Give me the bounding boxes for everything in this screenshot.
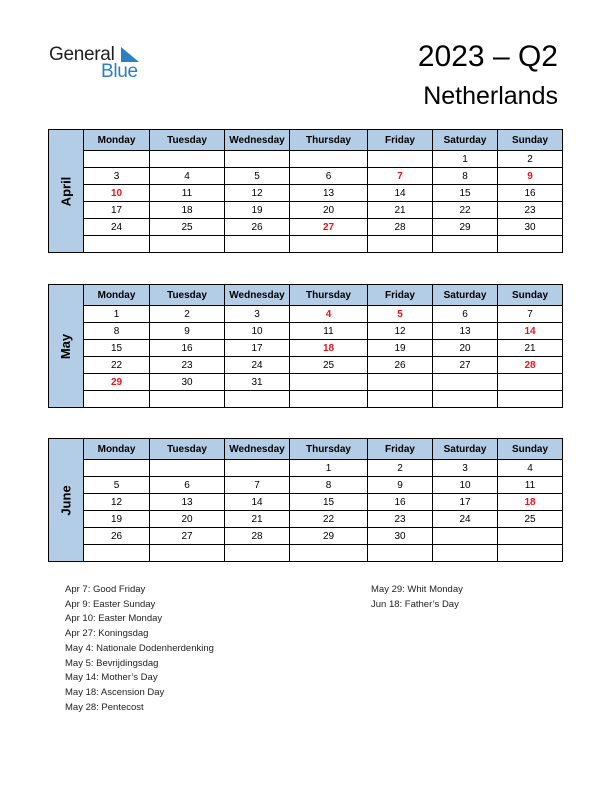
day-cell: 11 [498, 477, 563, 494]
logo-word-general: General [49, 44, 115, 65]
day-cell [84, 391, 150, 408]
day-cell: 9 [498, 168, 563, 185]
day-cell: 14 [498, 323, 563, 340]
day-cell [84, 460, 150, 477]
holiday-note: May 29: Whit Monday [371, 584, 463, 595]
day-cell: 18 [498, 494, 563, 511]
day-cell: 27 [433, 357, 498, 374]
day-cell: 13 [433, 323, 498, 340]
holiday-note: May 4: Nationale Dodenherdenking [65, 642, 214, 654]
weekday-header: Friday [368, 439, 433, 460]
day-cell: 29 [433, 219, 498, 236]
day-cell: 23 [368, 511, 433, 528]
day-cell: 17 [84, 202, 150, 219]
day-cell [433, 391, 498, 408]
day-cell: 23 [150, 357, 225, 374]
day-cell: 19 [368, 340, 433, 357]
day-cell: 9 [368, 477, 433, 494]
day-cell: 5 [368, 306, 433, 323]
holiday-note: May 28: Pentecost [65, 701, 144, 713]
day-cell [433, 374, 498, 391]
week-row [49, 219, 563, 236]
month-table-june [48, 438, 563, 562]
day-cell: 7 [498, 306, 563, 323]
day-cell: 28 [225, 528, 290, 545]
logo-word-blue: Blue [101, 61, 138, 82]
day-cell [225, 236, 290, 253]
day-cell: 14 [368, 185, 433, 202]
weekday-header: Thursday [290, 285, 368, 306]
weekday-header: Friday [368, 130, 433, 151]
weekday-header: Saturday [433, 130, 498, 151]
month-label [49, 285, 84, 408]
day-cell: 22 [433, 202, 498, 219]
week-row [49, 494, 563, 511]
day-cell: 16 [150, 340, 225, 357]
day-cell: 22 [290, 511, 368, 528]
day-cell: 11 [290, 323, 368, 340]
weekday-header: Thursday [290, 130, 368, 151]
month-name: June [58, 484, 74, 516]
day-cell: 18 [290, 340, 368, 357]
day-cell [150, 151, 225, 168]
weekday-header: Thursday [290, 439, 368, 460]
day-cell: 19 [84, 511, 150, 528]
day-cell: 7 [368, 168, 433, 185]
day-cell: 6 [433, 306, 498, 323]
day-cell: 10 [225, 323, 290, 340]
week-row [49, 306, 563, 323]
day-cell: 19 [225, 202, 290, 219]
day-cell: 4 [290, 306, 368, 323]
weekday-header: Sunday [498, 130, 563, 151]
holiday-note: May 18: Ascension Day [65, 686, 165, 698]
month-table-may [48, 284, 563, 408]
holiday-note: Apr 27: Koningsdag [65, 628, 149, 640]
weekday-header: Wednesday [225, 439, 290, 460]
holiday-note: Apr 9: Easter Sunday [65, 598, 156, 610]
week-row [49, 202, 563, 219]
day-cell [150, 391, 225, 408]
day-cell: 14 [225, 494, 290, 511]
day-cell: 5 [84, 477, 150, 494]
day-cell: 2 [368, 460, 433, 477]
day-cell: 24 [84, 219, 150, 236]
holiday-note: May 5: Bevrijdingsdag [65, 657, 159, 669]
week-row [49, 511, 563, 528]
day-cell [150, 545, 225, 562]
weekday-header: Saturday [433, 439, 498, 460]
holiday-note: Apr 10: Easter Monday [65, 613, 163, 625]
week-row [49, 168, 563, 185]
week-row [49, 391, 563, 408]
day-cell: 11 [150, 185, 225, 202]
day-cell: 12 [84, 494, 150, 511]
holiday-note: May 14: Mother’s Day [65, 672, 158, 684]
day-cell: 4 [498, 460, 563, 477]
weekday-header: Sunday [498, 285, 563, 306]
day-cell: 3 [225, 306, 290, 323]
day-cell [368, 374, 433, 391]
day-cell: 9 [150, 323, 225, 340]
day-cell: 17 [433, 494, 498, 511]
day-cell: 28 [368, 219, 433, 236]
day-cell: 24 [225, 357, 290, 374]
day-cell [368, 151, 433, 168]
week-row [49, 528, 563, 545]
day-cell [498, 391, 563, 408]
day-cell: 1 [433, 151, 498, 168]
day-cell: 15 [433, 185, 498, 202]
month-label [49, 130, 84, 253]
day-cell: 5 [225, 168, 290, 185]
day-cell: 25 [290, 357, 368, 374]
day-cell: 12 [225, 185, 290, 202]
weekday-header: Monday [84, 285, 150, 306]
day-cell [498, 236, 563, 253]
day-cell: 30 [150, 374, 225, 391]
weekday-header: Wednesday [225, 285, 290, 306]
day-cell: 2 [150, 306, 225, 323]
day-cell [368, 391, 433, 408]
weekday-header: Sunday [498, 439, 563, 460]
day-cell: 30 [368, 528, 433, 545]
day-cell: 26 [368, 357, 433, 374]
holiday-note: Apr 7: Good Friday [65, 584, 146, 595]
day-cell [498, 528, 563, 545]
day-cell [84, 236, 150, 253]
week-row [49, 236, 563, 253]
day-cell [368, 545, 433, 562]
day-cell: 26 [225, 219, 290, 236]
day-cell: 8 [433, 168, 498, 185]
day-cell [84, 151, 150, 168]
day-cell: 16 [498, 185, 563, 202]
day-cell [225, 391, 290, 408]
weekday-header: Saturday [433, 285, 498, 306]
day-cell: 22 [84, 357, 150, 374]
day-cell: 13 [150, 494, 225, 511]
day-cell: 4 [150, 168, 225, 185]
day-cell: 6 [290, 168, 368, 185]
day-cell [290, 545, 368, 562]
holiday-list-left [65, 583, 214, 715]
holiday-list-right [371, 583, 463, 612]
day-cell: 13 [290, 185, 368, 202]
day-cell [433, 545, 498, 562]
day-cell [290, 374, 368, 391]
day-cell [225, 460, 290, 477]
day-cell: 12 [368, 323, 433, 340]
day-cell: 18 [150, 202, 225, 219]
day-cell [433, 236, 498, 253]
day-cell [498, 545, 563, 562]
day-cell [290, 391, 368, 408]
day-cell: 16 [368, 494, 433, 511]
day-cell: 1 [84, 306, 150, 323]
week-row [49, 460, 563, 477]
week-row [49, 545, 563, 562]
month-table-april [48, 129, 563, 253]
day-cell [84, 545, 150, 562]
week-row [49, 185, 563, 202]
day-cell [290, 236, 368, 253]
week-row [49, 340, 563, 357]
day-cell: 28 [498, 357, 563, 374]
country-name: Netherlands [423, 82, 558, 110]
week-row [49, 357, 563, 374]
day-cell: 1 [290, 460, 368, 477]
weekday-header: Monday [84, 130, 150, 151]
weekday-header: Tuesday [150, 130, 225, 151]
weekday-header: Monday [84, 439, 150, 460]
week-row [49, 477, 563, 494]
day-cell: 15 [290, 494, 368, 511]
day-cell [498, 374, 563, 391]
day-cell [150, 460, 225, 477]
day-cell: 27 [150, 528, 225, 545]
day-cell: 31 [225, 374, 290, 391]
generalblue-logo [49, 44, 149, 84]
day-cell: 3 [84, 168, 150, 185]
day-cell: 3 [433, 460, 498, 477]
page-title: 2023 – Q2 [417, 40, 558, 73]
weekday-header: Wednesday [225, 130, 290, 151]
day-cell: 24 [433, 511, 498, 528]
day-cell: 8 [290, 477, 368, 494]
week-row [49, 374, 563, 391]
day-cell: 17 [225, 340, 290, 357]
day-cell: 7 [225, 477, 290, 494]
day-cell: 26 [84, 528, 150, 545]
month-label [49, 439, 84, 562]
day-cell: 2 [498, 151, 563, 168]
day-cell [225, 151, 290, 168]
weekday-header: Tuesday [150, 439, 225, 460]
day-cell: 25 [150, 219, 225, 236]
day-cell: 20 [433, 340, 498, 357]
day-cell [225, 545, 290, 562]
day-cell: 23 [498, 202, 563, 219]
day-cell: 8 [84, 323, 150, 340]
day-cell: 21 [368, 202, 433, 219]
day-cell: 21 [498, 340, 563, 357]
day-cell: 10 [84, 185, 150, 202]
day-cell [433, 528, 498, 545]
day-cell: 6 [150, 477, 225, 494]
day-cell: 29 [290, 528, 368, 545]
month-name: May [58, 333, 74, 359]
month-name: April [58, 176, 74, 206]
weekday-header: Friday [368, 285, 433, 306]
day-cell: 15 [84, 340, 150, 357]
week-row [49, 151, 563, 168]
holiday-note: Jun 18: Father’s Day [371, 598, 459, 610]
day-cell: 27 [290, 219, 368, 236]
day-cell [290, 151, 368, 168]
day-cell: 10 [433, 477, 498, 494]
day-cell: 29 [84, 374, 150, 391]
week-row [49, 323, 563, 340]
day-cell: 21 [225, 511, 290, 528]
day-cell: 25 [498, 511, 563, 528]
day-cell: 20 [150, 511, 225, 528]
day-cell [150, 236, 225, 253]
day-cell [368, 236, 433, 253]
day-cell: 20 [290, 202, 368, 219]
weekday-header: Tuesday [150, 285, 225, 306]
day-cell: 30 [498, 219, 563, 236]
